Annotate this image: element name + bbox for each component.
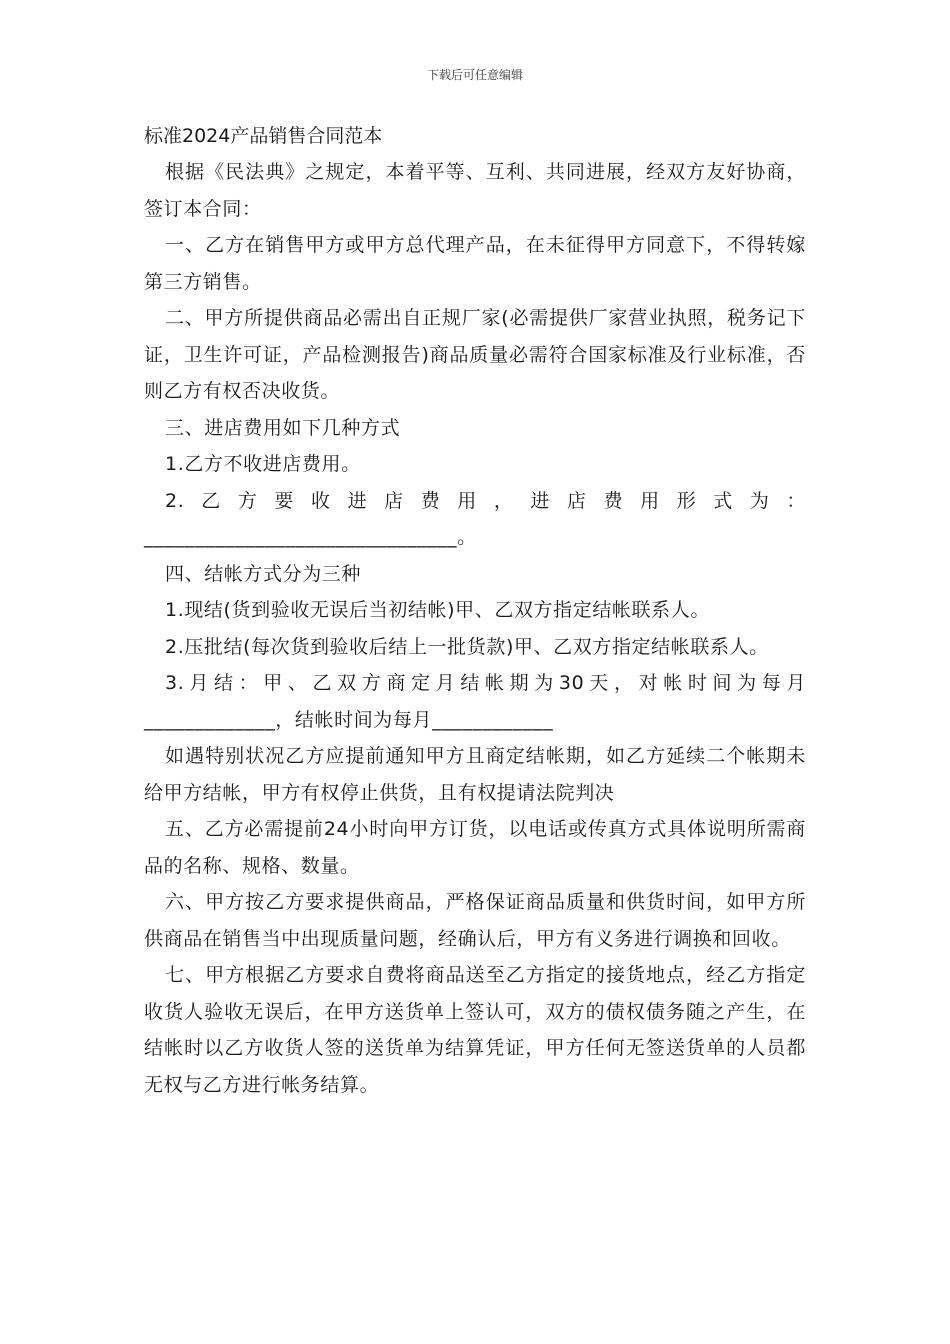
- page-header-note: 下载后可任意编辑: [426, 68, 523, 82]
- paragraph-clause-5: 五、乙方必需提前24小时向甲方订货，以电话或传真方式具体说明所需商品的名称、规格、数量。: [144, 818, 806, 877]
- paragraph-clause-4-item-3: 3.月结：甲、乙双方商定月结帐期为30天，对帐时间为每月_____________，结帐时间为每月____________: [144, 672, 806, 731]
- paragraph-clause-1: 一、乙方在销售甲方或甲方总代理产品，在未征得甲方同意下，不得转嫁第三方销售。: [144, 234, 806, 293]
- paragraph-clause-4-item-2: 2.压批结(每次货到验收后结上一批货款)甲、乙双方指定结帐联系人。: [165, 635, 769, 658]
- paragraph-clause-3: 三、进店费用如下几种方式: [165, 416, 401, 439]
- paragraph-clause-4: 四、结帐方式分为三种: [165, 562, 362, 585]
- paragraph-clause-4-item-1: 1.现结(货到验收无误后当初结帐)甲、乙双方指定结帐联系人。: [165, 599, 710, 621]
- paragraph-clause-3-item-1: 1.乙方不收进店费用。: [165, 453, 361, 475]
- paragraph-preamble: 根据《民法典》之规定，本着平等、互利、共同进展，经双方友好协商，签订本合同：: [144, 161, 806, 220]
- paragraph-special-case: 如遇特别状况乙方应提前通知甲方且商定结帐期，如乙方延续二个帐期未给甲方结帐，甲方有权停止供货，且有权提请法院判决: [144, 745, 806, 804]
- paragraph-clause-7: 七、甲方根据乙方要求自费将商品送至乙方指定的接货地点，经乙方指定收货人验收无误后，在甲方送货单上签认可，双方的债权债务随之产生，在结帐时以乙方收货人签的送货单为结算凭证，甲方任何无签送货单的人员都无权与乙方进行帐务结算。: [144, 964, 806, 1096]
- paragraph-clause-2: 二、甲方所提供商品必需出自正规厂家(必需提供厂家营业执照，税务记下证，卫生许可证，产品检测报告)商品质量必需符合国家标准及行业标准，否则乙方有权否决收货。: [144, 307, 806, 402]
- document-body: [144, 118, 806, 1103]
- paragraph-clause-6: 六、甲方按乙方要求提供商品，严格保证商品质量和供货时间，如甲方所供商品在销售当中出现质量问题，经确认后，甲方有义务进行调换和回收。: [144, 891, 806, 950]
- document-title: 标准2024产品销售合同范本: [144, 125, 383, 147]
- paragraph-clause-3-item-2: 2.乙方要收进店费用，进店费用形式为：_______________________________。: [144, 489, 806, 548]
